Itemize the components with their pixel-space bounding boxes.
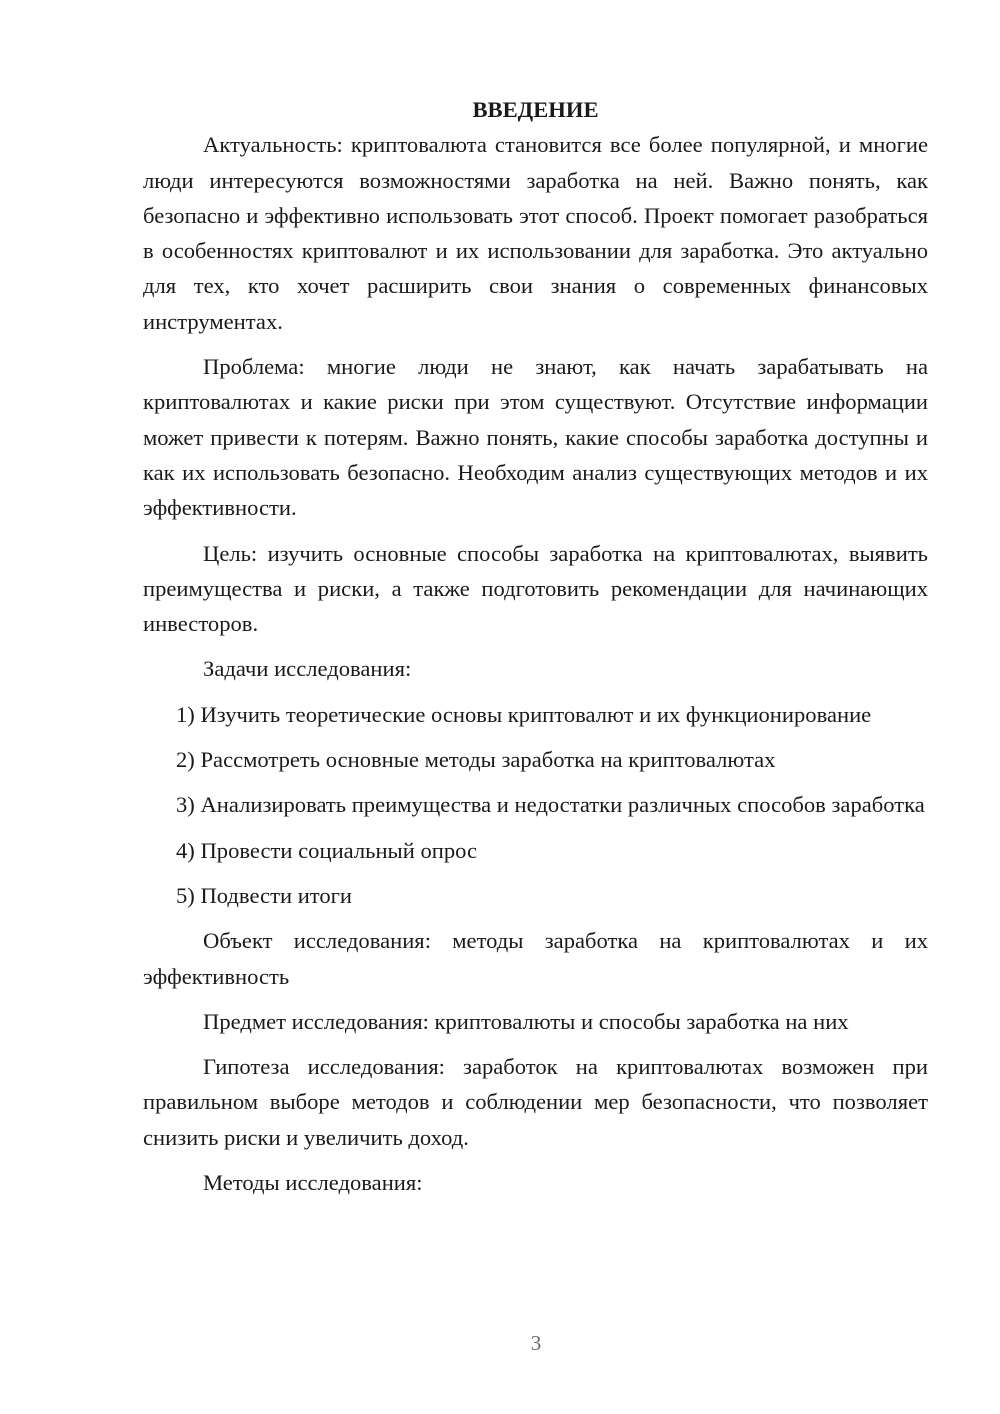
page-number: 3: [530, 1331, 542, 1355]
task-item-2: 2) Рассмотреть основные методы заработка на криптовалютах: [176, 747, 776, 773]
task-item-3: 3) Анализировать преимущества и недостатки различных способов заработка: [176, 792, 925, 818]
section-title: ВВЕДЕНИЕ: [472, 97, 599, 122]
paragraph-subject: Предмет исследования: криптовалюты и способы заработка на них: [203, 1008, 849, 1034]
task-item-4: 4) Провести социальный опрос: [176, 837, 478, 863]
paragraph-relevance: Актуальность: криптовалюта становится все более популярной, и многие люди интересуются возможностями заработка на ней. Важно понять, как безопасно и эффективно использовать этот способ. Проект помогает разобраться в особенностях криптовалют и их использовании для заработка. Это актуально для тех, кто хочет расширить свои знания о современных финансовых инструментах.: [143, 132, 928, 334]
task-item-1: 1) Изучить теоретические основы криптовалют и их функционирование: [176, 701, 872, 727]
paragraph-object: Объект исследования: методы заработка на криптовалютах и их эффективность: [143, 928, 928, 989]
paragraph-problem: Проблема: многие люди не знают, как начать зарабатывать на криптовалютах и какие риски при этом существуют. Отсутствие информации может привести к потерям. Важно понять, какие способы заработка доступны и как их использовать безопасно. Необходим анализ существующих методов и их эффективности.: [143, 354, 928, 521]
paragraph-hypothesis: Гипотеза исследования: заработок на криптовалютах возможен при правильном выборе методов и соблюдении мер безопасности, что позволяет снизить риски и увеличить доход.: [143, 1054, 928, 1150]
page-content: [143, 92, 928, 1200]
tasks-heading: Задачи исследования:: [203, 656, 412, 682]
paragraph-goal: Цель: изучить основные способы заработка на криптовалютах, выявить преимущества и риски, а также подготовить рекомендации для начинающих инвесторов.: [143, 540, 928, 637]
methods-heading: Методы исследования:: [203, 1170, 423, 1196]
task-item-5: 5) Подвести итоги: [176, 882, 353, 908]
